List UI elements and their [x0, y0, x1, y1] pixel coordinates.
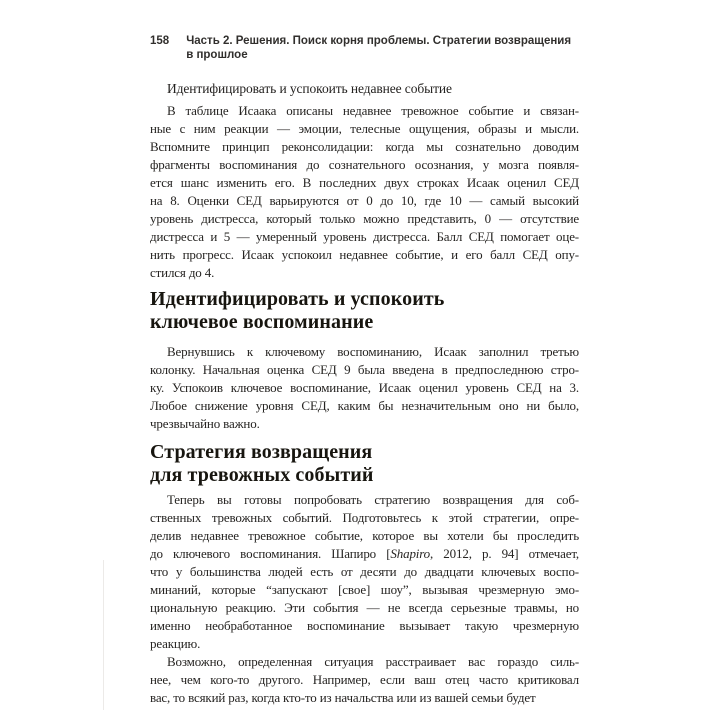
text-line: ется шанс изменить его. В последних двух строках Исаак оценил СЕД: [150, 175, 579, 190]
heading-line: Идентифицировать и успокоить: [150, 288, 445, 310]
text-line: что у большинства людей есть от десяти до двадцати ключевых воспо-: [150, 564, 579, 579]
paragraph: [150, 653, 579, 707]
paragraph: [150, 343, 579, 433]
text-line: Возможно, определенная ситуация расстраивает вас гораздо силь-: [167, 654, 579, 669]
paragraph: [150, 491, 579, 653]
paragraph: [150, 102, 579, 282]
text-line: делив недавнее тревожное событие, которое вы хотели бы проследить: [150, 528, 579, 543]
text-line: циональную реакцию. Эти события — не всегда серьезные травмы, но: [150, 600, 579, 615]
heading-line: Стратегия возвращения: [150, 441, 373, 463]
section-heading-key-memory: [150, 288, 579, 334]
page-edge-artifact: [103, 560, 104, 710]
running-header: [150, 34, 579, 62]
text-line: В таблице Исаака описаны недавнее тревожное событие и связан-: [167, 103, 579, 118]
text-line: вас, то всякий раз, когда кто-то из начальства или из вашей семьи будет: [150, 690, 536, 705]
text-line: Вспомните принцип реконсолидации: когда мы сознательно доводим: [150, 139, 579, 154]
text-line: минаний, которые “запускают [свое] шоу”, вызывая чрезмерную эмо-: [150, 582, 579, 597]
text-line: ку. Успокоив ключевое воспоминание, Исаак оценил уровень СЕД на 3.: [150, 380, 579, 395]
text-line: именно необработанное воспоминание вызывает такую чрезмерную: [150, 618, 579, 633]
text-line: реакцию.: [150, 636, 201, 651]
text-line: нее, чем кого-то другого. Например, если ваш отец часто критиковал: [150, 672, 579, 687]
running-header-title: Часть 2. Решения. Поиск корня проблемы. Стратегии возвращения в прошлое: [186, 35, 572, 61]
text-line: дистресса и 5 — умеренный уровень дистресса. Балл СЕД помогает оце-: [150, 229, 579, 244]
text-line: ственных тревожных событий. Подготовьтесь к этой стратегии, опре-: [150, 510, 579, 525]
text-line: ные с ним реакции — эмоции, телесные ощущения, образы и мысли.: [150, 121, 579, 136]
heading-line: ключевое воспоминание: [150, 311, 374, 333]
page-number: 158: [150, 35, 170, 47]
text-segment: до ключевого воспоминания. Шапиро [: [150, 546, 391, 561]
heading-line: для тревожных событий: [150, 464, 374, 486]
text-line: Любое снижение уровня СЕД, каким бы незначительным оно ни было,: [150, 398, 579, 413]
text-line: фрагменты воспоминания до сознательного осознания, у мозга появля-: [150, 157, 579, 172]
text-segment: , 2012, p. 94] отмечает,: [430, 546, 579, 561]
subheading-recent-event: Идентифицировать и успокоить недавнее событие: [167, 81, 452, 96]
text-line: на 8. Оценки СЕД варьируются от 0 до 10, где 10 — самый высокий: [150, 193, 579, 208]
text-line: стился до 4.: [150, 265, 215, 280]
text-line: чрезвычайно важно.: [150, 416, 260, 431]
text-line: Теперь вы готовы попробовать стратегию возвращения для соб-: [167, 492, 579, 507]
text-line: Вернувшись к ключевому воспоминанию, Исаак заполнил третью: [167, 344, 579, 359]
text-line: уровень дистресса, который только можно представить, 0 — отсутствие: [150, 211, 579, 226]
text-line: нить прогресс. Исаак успокоил недавнее событие, и его балл СЕД опу-: [150, 247, 579, 262]
text-line: [150, 545, 579, 563]
page-content: [150, 34, 579, 707]
section-heading-return-strategy: [150, 441, 579, 487]
text-line: колонку. Начальная оценка СЕД 9 была введена в предпоследнюю стро-: [150, 362, 579, 377]
italic-citation-text: Shapiro: [390, 546, 431, 561]
